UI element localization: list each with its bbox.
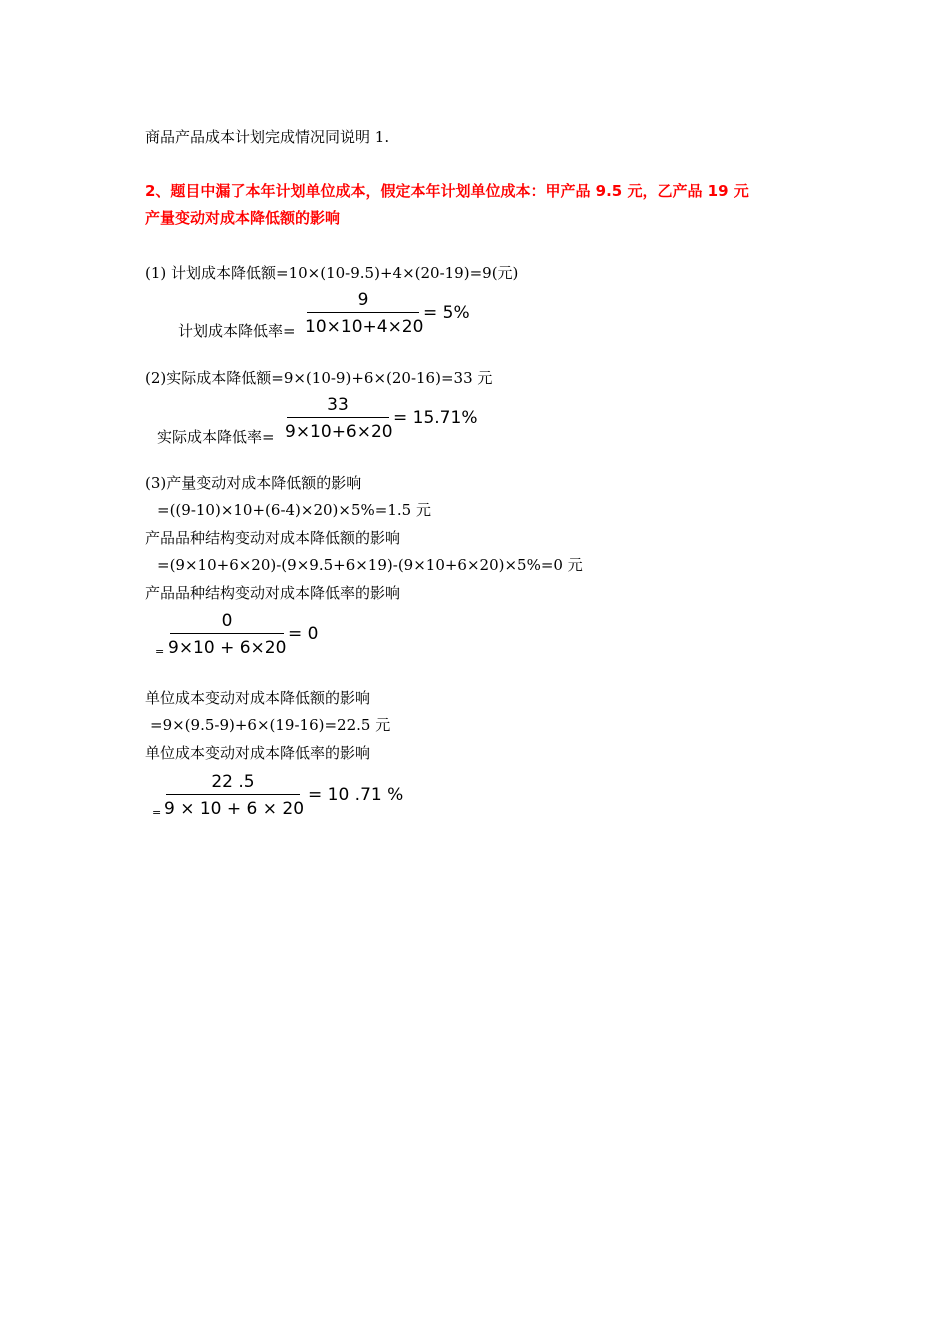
- fraction-result: = 15.71%: [393, 408, 478, 428]
- fraction-result: = 10 .71 %: [308, 785, 404, 805]
- unit-cost-amount-calc: =9×(9.5-9)+6×(19-16)=22.5 元: [150, 716, 391, 734]
- fraction-bar: [287, 417, 389, 418]
- item1-plan-reduction-rate-label: 计划成本降低率=: [178, 322, 296, 340]
- fraction-denominator: 10×10+4×20: [305, 317, 424, 337]
- fraction-denominator: 9×10+6×20: [285, 422, 393, 442]
- section2-heading-line2: 产量变动对成本降低额的影响: [145, 209, 341, 227]
- item1-plan-reduction-amount: (1) 计划成本降低额=10×(10-9.5)+4×(20-19)=9(元): [145, 264, 519, 282]
- unit-cost-rate-equals: =: [152, 806, 162, 819]
- fraction-numerator: 9: [357, 290, 369, 310]
- item2-actual-reduction-amount: (2)实际成本降低额=9×(10-9)+6×(20-16)=33 元: [145, 369, 493, 387]
- unit-cost-rate-fraction: [164, 772, 424, 822]
- fraction-numerator: 22 .5: [211, 772, 255, 792]
- item2-actual-reduction-rate-label: 实际成本降低率=: [157, 428, 275, 446]
- structure-rate-fraction: [168, 611, 338, 661]
- item3-volume-effect-calc: =((9-10)×10+(6-4)×20)×5%=1.5 元: [157, 501, 431, 519]
- structure-amount-title: 产品品种结构变动对成本降低额的影响: [145, 529, 401, 547]
- fraction-denominator: 9 × 10 + 6 × 20: [164, 799, 305, 819]
- section2-heading-line1: 2、题目中漏了本年计划单位成本，假定本年计划单位成本：甲产品 9.5 元，乙产品 19 元: [145, 182, 749, 200]
- structure-rate-title: 产品品种结构变动对成本降低率的影响: [145, 584, 401, 602]
- fraction-numerator: 33: [327, 395, 349, 415]
- fraction-result: = 5%: [423, 303, 470, 323]
- item3-volume-effect-title: (3)产量变动对成本降低额的影响: [145, 474, 362, 492]
- intro-text: 商品产品成本计划完成情况同说明 1.: [145, 128, 390, 146]
- fraction-result: = 0: [288, 624, 319, 644]
- fraction-bar: [166, 794, 300, 795]
- item2-rate-fraction: [285, 395, 478, 445]
- item1-rate-fraction: [305, 290, 475, 340]
- fraction-denominator: 9×10 + 6×20: [168, 638, 287, 658]
- structure-rate-equals: =: [155, 645, 165, 658]
- structure-amount-calc: =(9×10+6×20)-(9×9.5+6×19)-(9×10+6×20)×5%=0 元: [157, 556, 583, 574]
- fraction-bar: [307, 312, 419, 313]
- unit-cost-amount-title: 单位成本变动对成本降低额的影响: [145, 689, 371, 707]
- fraction-bar: [170, 633, 284, 634]
- fraction-numerator: 0: [221, 611, 233, 631]
- unit-cost-rate-title: 单位成本变动对成本降低率的影响: [145, 744, 371, 762]
